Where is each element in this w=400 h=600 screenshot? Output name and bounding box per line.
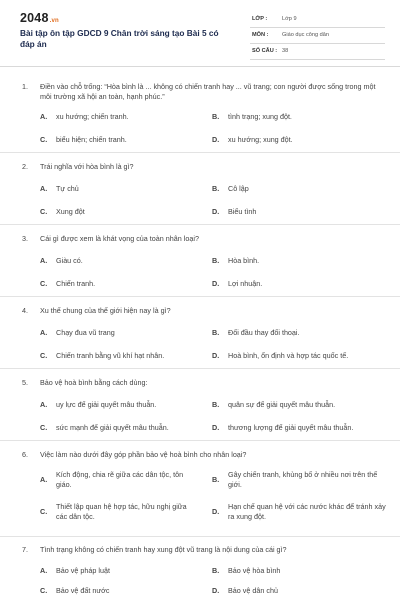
question-text: Bảo vệ hoà bình bằng cách dùng: bbox=[40, 378, 148, 387]
meta-row-count bbox=[250, 44, 385, 60]
option-text: Thiết lập quan hệ hợp tác, hữu nghị giữa các dân tộc. bbox=[56, 502, 187, 521]
option-text: Lợi nhuận. bbox=[228, 279, 263, 288]
option-text: thương lượng để giải quyết mâu thuẫn. bbox=[228, 423, 354, 432]
option-letter: C. bbox=[40, 351, 48, 360]
question-divider bbox=[0, 440, 400, 441]
option-letter: D. bbox=[212, 207, 220, 216]
option-text: Bảo vệ dân chủ bbox=[228, 586, 278, 595]
option-text: Hạn chế quan hệ với các nước khác để tránh xảy ra xung đột. bbox=[228, 502, 386, 521]
option-letter: A. bbox=[40, 400, 48, 409]
question-2 bbox=[0, 162, 400, 222]
option-text: Chạy đua vũ trang bbox=[56, 328, 115, 337]
option-letter: B. bbox=[212, 400, 220, 409]
question-text: Tình trạng không có chiến tranh hay xung đột vũ trang là nội dung của cái gì? bbox=[40, 545, 287, 554]
question-text: Điền vào chỗ trống: “Hòa bình là ... không có chiến tranh hay ... vũ trang; con người được sống trong một môi trường xã hội an toàn, hạnh phúc.” bbox=[40, 82, 376, 101]
question-4 bbox=[0, 306, 400, 366]
option-text: Hoà bình, ổn định và hợp tác quốc tế. bbox=[228, 351, 349, 360]
meta-row-subject bbox=[250, 28, 385, 44]
question-divider bbox=[0, 296, 400, 297]
option-text: Bảo vệ pháp luật bbox=[56, 566, 110, 575]
header-divider bbox=[0, 66, 400, 67]
option-letter: C. bbox=[40, 507, 48, 516]
question-number: 5. bbox=[22, 378, 28, 387]
logo-text: 2048 bbox=[20, 11, 49, 25]
meta-key: MÔN : bbox=[252, 32, 269, 38]
question-7 bbox=[0, 545, 400, 600]
question-5 bbox=[0, 378, 400, 438]
option-letter: D. bbox=[212, 135, 220, 144]
option-text: Chiến tranh. bbox=[56, 279, 96, 288]
question-number: 4. bbox=[22, 306, 28, 315]
question-divider bbox=[0, 536, 400, 537]
question-1 bbox=[0, 82, 400, 148]
document-title: Bài tập ôn tập GDCD 9 Chân trời sáng tạo Bài 5 có đáp án bbox=[20, 28, 219, 49]
option-text: Biểu tình bbox=[228, 207, 257, 216]
question-text: Trái nghĩa với hòa bình là gì? bbox=[40, 162, 134, 171]
meta-row-grade bbox=[250, 12, 385, 28]
option-text: Gây chiến tranh, khủng bố ở nhiều nơi trên thế giới. bbox=[228, 470, 378, 489]
option-letter: A. bbox=[40, 328, 48, 337]
option-letter: A. bbox=[40, 475, 48, 484]
question-divider bbox=[0, 152, 400, 153]
question-text: Việc làm nào dưới đây góp phần bảo vệ hoà bình cho nhân loại? bbox=[40, 450, 247, 459]
option-letter: C. bbox=[40, 423, 48, 432]
option-text: Xung đột bbox=[56, 207, 85, 216]
option-letter: B. bbox=[212, 566, 220, 575]
question-number: 6. bbox=[22, 450, 28, 459]
option-text: sức mạnh để giải quyết mâu thuẫn. bbox=[56, 423, 169, 432]
question-divider bbox=[0, 224, 400, 225]
option-text: Bảo vệ đất nước bbox=[56, 586, 110, 595]
question-3 bbox=[0, 234, 400, 294]
option-text: Hòa bình. bbox=[228, 256, 260, 265]
question-text: Xu thế chung của thế giới hiện nay là gì? bbox=[40, 306, 171, 315]
option-text: tình trạng; xung đột. bbox=[228, 112, 292, 121]
option-text: uy lực để giải quyết mâu thuẫn. bbox=[56, 400, 157, 409]
option-letter: B. bbox=[212, 256, 220, 265]
question-6 bbox=[0, 450, 400, 532]
option-letter: B. bbox=[212, 328, 220, 337]
question-number: 7. bbox=[22, 545, 28, 554]
meta-value: 38 bbox=[282, 48, 289, 54]
option-text: Đối đầu thay đối thoại. bbox=[228, 328, 300, 337]
option-letter: D. bbox=[212, 423, 220, 432]
option-letter: A. bbox=[40, 566, 48, 575]
option-letter: D. bbox=[212, 507, 220, 516]
option-text: Cô lập bbox=[228, 184, 249, 193]
option-letter: D. bbox=[212, 586, 220, 595]
option-letter: C. bbox=[40, 135, 48, 144]
question-text: Cái gì được xem là khát vọng của toàn nhân loại? bbox=[40, 234, 199, 243]
option-text: Bảo vệ hòa bình bbox=[228, 566, 281, 575]
option-letter: C. bbox=[40, 207, 48, 216]
logo-suffix: .vn bbox=[49, 18, 59, 24]
meta-key: SỐ CÂU : bbox=[252, 48, 278, 54]
meta-table bbox=[250, 12, 385, 60]
question-number: 2. bbox=[22, 162, 28, 171]
option-letter: A. bbox=[40, 112, 48, 121]
option-text: xu hướng; xung đột. bbox=[228, 135, 293, 144]
option-letter: C. bbox=[40, 279, 48, 288]
option-text: Kích động, chia rẽ giữa các dân tộc, tôn giáo. bbox=[56, 470, 184, 489]
option-text: quân sự để giải quyết mâu thuẫn. bbox=[228, 400, 336, 409]
meta-value: Lớp 9 bbox=[282, 16, 297, 22]
option-letter: B. bbox=[212, 112, 220, 121]
option-letter: B. bbox=[212, 184, 220, 193]
option-text: Chiến tranh bằng vũ khí hạt nhân. bbox=[56, 351, 165, 360]
question-divider bbox=[0, 368, 400, 369]
header bbox=[0, 0, 400, 66]
option-text: biểu hiện; chiến tranh. bbox=[56, 135, 127, 144]
question-number: 1. bbox=[22, 82, 28, 91]
option-letter: C. bbox=[40, 586, 48, 595]
option-letter: A. bbox=[40, 256, 48, 265]
meta-key: LỚP : bbox=[252, 16, 268, 22]
meta-value: Giáo dục công dân bbox=[282, 32, 329, 38]
option-letter: D. bbox=[212, 279, 220, 288]
option-text: xu hướng; chiến tranh. bbox=[56, 112, 129, 121]
option-text: Giàu có. bbox=[56, 256, 83, 265]
option-letter: A. bbox=[40, 184, 48, 193]
option-letter: B. bbox=[212, 475, 220, 484]
site-logo[interactable] bbox=[20, 10, 59, 27]
option-text: Tự chủ bbox=[56, 184, 79, 193]
option-letter: D. bbox=[212, 351, 220, 360]
question-number: 3. bbox=[22, 234, 28, 243]
